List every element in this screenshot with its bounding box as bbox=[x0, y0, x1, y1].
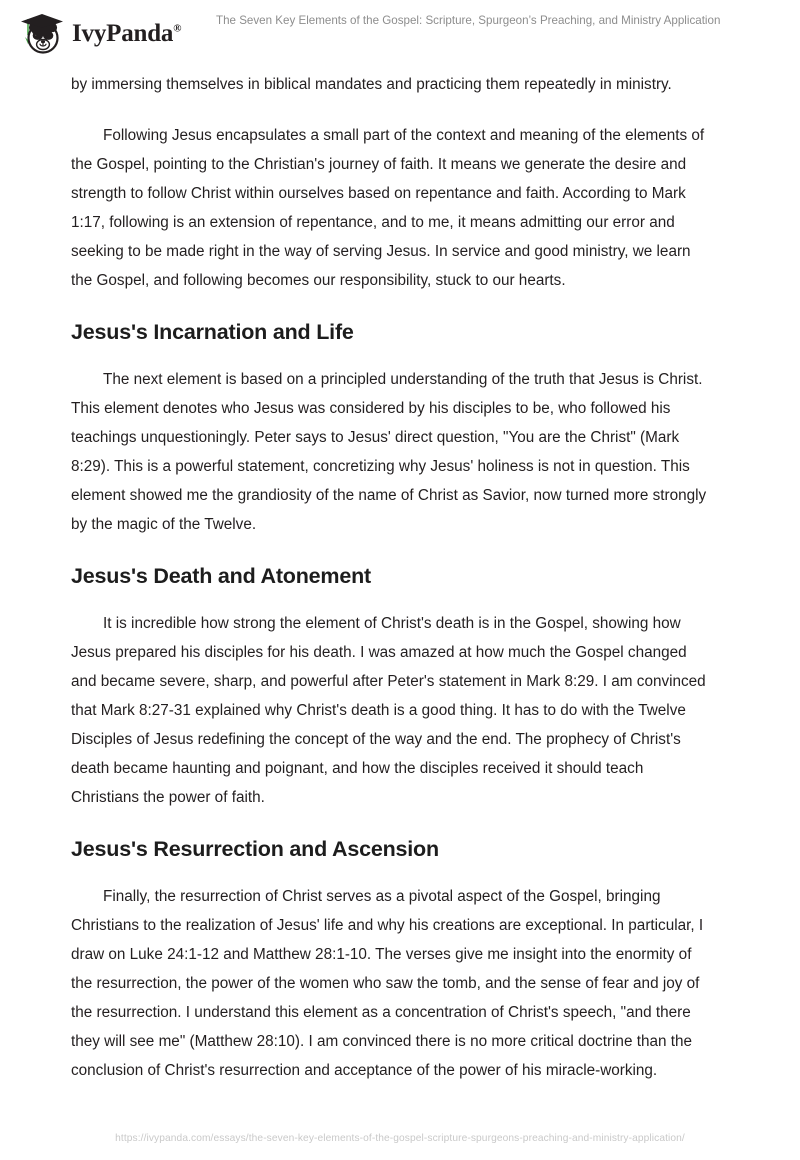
section-heading-death: Jesus's Death and Atonement bbox=[71, 564, 371, 588]
paragraph: by immersing themselves in biblical mandates and practicing them repeatedly in ministry. bbox=[71, 76, 672, 93]
page-footer bbox=[0, 1128, 800, 1146]
panda-graduate-logo-icon bbox=[16, 10, 68, 56]
paragraph: Finally, the resurrection of Christ serves as a pivotal aspect of the Gospel, bringing Christians to the realization of Jesus' life and why his creations are exceptional. In particular, I draw on Luke 24:1-12 and Matthew 28:1-10. The verses give me insight into the enormity of the resurrection, the power of the women who saw the tomb, and the sense of fear and joy of the resurrection. I understand this element as a concentration of Christ's speech, "and there they will see me" (Matthew 28:10). I am convinced there is no more critical doctrine than the conclusion of Christ's resurrection and acceptance of the power of his miracle-working. bbox=[71, 888, 704, 1079]
paragraph: The next element is based on a principled understanding of the truth that Jesus is Christ. This element denotes who Jesus was considered by his disciples to be, who followed his teachings unquestioningly. Peter says to Jesus' direct question, "You are the Christ" (Mark 8:29). This is a powerful statement, concretizing why Jesus' holiness is not in question. This element showed me the grandiosity of the name of Christ as Savior, now turned more strongly by the magic of the Twelve. bbox=[71, 371, 707, 533]
section-heading-resurrection: Jesus's Resurrection and Ascension bbox=[71, 837, 439, 861]
brand-logo[interactable] bbox=[16, 10, 181, 56]
registered-trademark-icon: ® bbox=[173, 22, 182, 35]
section-heading-incarnation: Jesus's Incarnation and Life bbox=[71, 320, 354, 344]
brand-name-text: IvyPanda bbox=[72, 19, 174, 47]
source-url-link[interactable]: https://ivypanda.com/essays/the-seven-key-elements-of-the-gospel-scripture-spurgeons-preaching-and-ministry-application/ bbox=[115, 1133, 685, 1144]
paragraph: It is incredible how strong the element of Christ's death is in the Gospel, showing how Jesus prepared his disciples for his death. I was amazed at how much the Gospel changed and became severe, sharp, and powerful after Peter's statement in Mark 8:29. I am convinced that Mark 8:27-31 explained why Christ's death is a good thing. It has to do with the Twelve Disciples of Jesus redefining the concept of the way and the end. The prophecy of Christ's death became haunting and poignant, and how the disciples received it should teach Christians the power of faith. bbox=[71, 615, 706, 806]
document-body bbox=[71, 70, 715, 1107]
paragraph: Following Jesus encapsulates a small part of the context and meaning of the elements of the Gospel, pointing to the Christian's journey of faith. It means we generate the desire and strength to follow Christ within ourselves based on repentance and faith. According to Mark 1:17, following is an extension of repentance, and to me, it means admitting our error and seeking to be made right in the way of serving Jesus. In service and good ministry, we learn the Gospel, and following becomes our responsibility, stuck to our hearts. bbox=[71, 127, 705, 289]
brand-name bbox=[72, 21, 181, 46]
document-header-title: The Seven Key Elements of the Gospel: Scripture, Spurgeon’s Preaching, and Ministry Application bbox=[216, 14, 721, 27]
page-header bbox=[0, 0, 800, 62]
